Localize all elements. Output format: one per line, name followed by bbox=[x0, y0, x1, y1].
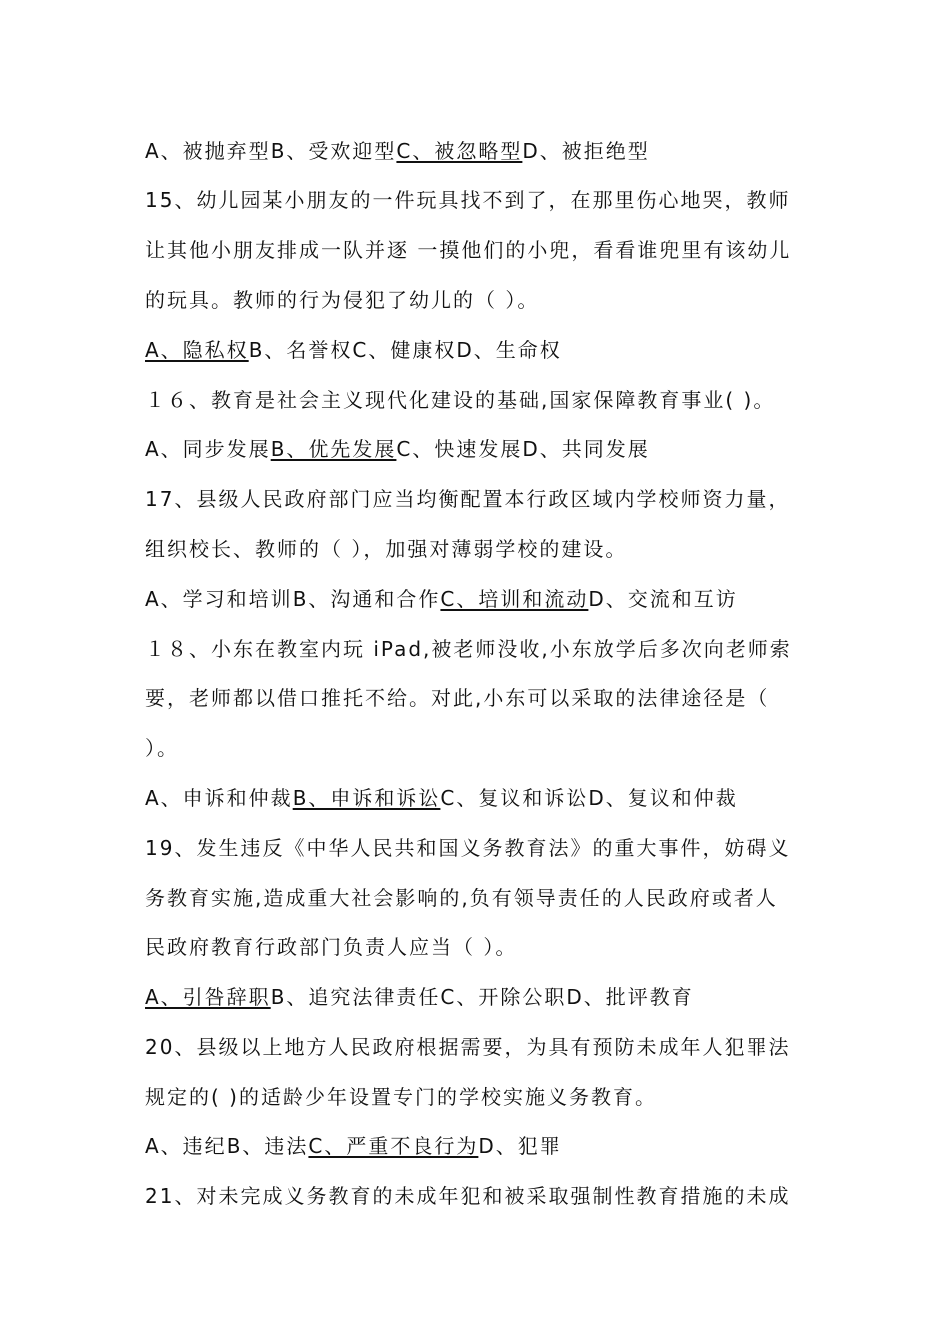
q20-option-a: A、违纪 bbox=[145, 1134, 227, 1158]
q20-option-c-answer: C、严重不良行为 bbox=[308, 1134, 479, 1158]
q16-option-b-answer: B、优先发展 bbox=[270, 437, 397, 461]
q18-option-c: C、复议和诉讼 bbox=[440, 786, 589, 810]
q19-option-b: B、追究法律责任 bbox=[270, 985, 441, 1009]
q18-text-line-3: ）。 bbox=[145, 736, 179, 760]
q18-options bbox=[145, 783, 815, 813]
q18-option-a: A、申诉和仲裁 bbox=[145, 786, 293, 810]
q18-option-d: D、复议和仲裁 bbox=[588, 786, 738, 810]
q17-text-line-2: 组织校长、教师的（ ），加强对薄弱学校的建设。 bbox=[145, 537, 628, 561]
q15-option-a-answer: A、隐私权 bbox=[145, 338, 249, 362]
q14-option-a: A、被抛弃型 bbox=[145, 139, 271, 163]
q16-option-d: D、共同发展 bbox=[522, 437, 650, 461]
q20-text-line-1: 20、县级以上地方人民政府根据需要，为具有预防未成年人犯罪法 bbox=[145, 1035, 791, 1059]
q14-option-c-answer: C、被忽略型 bbox=[396, 139, 523, 163]
q15-text-line-2: 让其他小朋友排成一队并逐 一摸他们的小兜，看看谁兜里有该幼儿 bbox=[145, 238, 792, 262]
q19-option-d: D、批评教育 bbox=[566, 985, 694, 1009]
q15-text-line-1: 15、幼儿园某小朋友的一件玩具找不到了，在那里伤心地哭，教师 bbox=[145, 188, 791, 212]
q19-options bbox=[145, 982, 815, 1012]
q19-text-line-3: 民政府教育行政部门负责人应当（ ）。 bbox=[145, 935, 518, 959]
q17-options bbox=[145, 584, 815, 614]
q18-option-b-answer: B、申诉和诉讼 bbox=[292, 786, 441, 810]
q16-option-a: A、同步发展 bbox=[145, 437, 271, 461]
q17-option-a: A、学习和培训 bbox=[145, 587, 293, 611]
q20-option-b: B、违法 bbox=[226, 1134, 309, 1158]
q15-option-b: B、名誉权 bbox=[248, 338, 353, 362]
q14-options bbox=[145, 136, 815, 166]
q20-option-d: D、犯罪 bbox=[478, 1134, 562, 1158]
q19-option-a-answer: A、引咎辞职 bbox=[145, 985, 271, 1009]
q16-options bbox=[145, 434, 815, 464]
q18-text-line-1: １８、小东在教室内玩 iPad,被老师没收,小东放学后多次向老师索 bbox=[145, 637, 792, 661]
q19-text-line-1: 19、发生违反《中华人民共和国义务教育法》的重大事件，妨碍义 bbox=[145, 836, 791, 860]
q19-text-line-2: 务教育实施,造成重大社会影响的,负有领导责任的人民政府或者人 bbox=[145, 886, 778, 910]
q17-option-b: B、沟通和合作 bbox=[292, 587, 441, 611]
q15-option-d: D、生命权 bbox=[456, 338, 562, 362]
q17-text-line-1: 17、县级人民政府部门应当均衡配置本行政区域内学校师资力量， bbox=[145, 487, 791, 511]
q21-text-line-1: 21、对未完成义务教育的未成年犯和被采取强制性教育措施的未成 bbox=[145, 1184, 791, 1208]
q17-option-d: D、交流和互访 bbox=[588, 587, 738, 611]
q20-options bbox=[145, 1131, 815, 1161]
q15-option-c: C、健康权 bbox=[352, 338, 457, 362]
q17-option-c-answer: C、培训和流动 bbox=[440, 587, 589, 611]
q14-option-b: B、受欢迎型 bbox=[270, 139, 397, 163]
q16-text-line-1: １６、教育是社会主义现代化建设的基础,国家保障教育事业( )。 bbox=[145, 388, 776, 412]
q18-text-line-2: 要，老师都以借口推托不给。对此,小东可以采取的法律途径是（ bbox=[145, 686, 770, 710]
q14-option-d: D、被拒绝型 bbox=[522, 139, 650, 163]
q16-option-c: C、快速发展 bbox=[396, 437, 523, 461]
q20-text-line-2: 规定的( )的适龄少年设置专门的学校实施义务教育。 bbox=[145, 1085, 657, 1109]
q15-options bbox=[145, 335, 815, 365]
q19-option-c: C、开除公职 bbox=[440, 985, 567, 1009]
q15-text-line-3: 的玩具。教师的行为侵犯了幼儿的（ ）。 bbox=[145, 288, 540, 312]
